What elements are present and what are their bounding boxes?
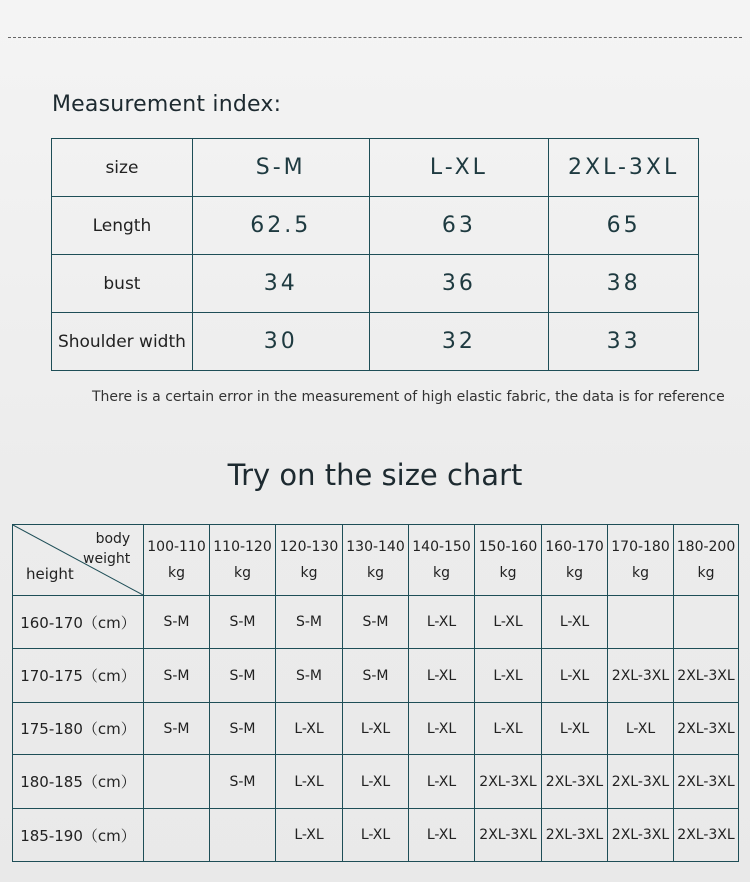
weight-range: 170-180	[611, 539, 670, 555]
weight-unit: kg	[234, 565, 251, 581]
weight-header	[674, 525, 739, 596]
size-cell: L-XL	[409, 755, 475, 809]
size-cell: 2XL-3XL	[608, 755, 674, 809]
size-cell: 2XL-3XL	[475, 809, 542, 862]
size-cell	[674, 596, 739, 649]
measurement-table	[51, 138, 699, 371]
size-cell: L-XL	[276, 809, 343, 862]
size-cell: L-XL	[276, 703, 343, 755]
weight-range: 160-170	[545, 539, 604, 555]
weight-header	[409, 525, 475, 596]
height-label: 185-190（cm）	[13, 809, 144, 862]
size-chart-header-row	[13, 525, 739, 596]
measurement-row-length	[52, 197, 699, 255]
size-cell: 2XL-3XL	[475, 755, 542, 809]
measurement-row-label: Shoulder width	[52, 313, 193, 371]
size-cell	[144, 755, 210, 809]
measurement-header-2xl-3xl: 2XL-3XL	[549, 139, 699, 197]
corner-cell	[13, 525, 144, 596]
size-cell: L-XL	[409, 809, 475, 862]
corner-body-text: body	[95, 531, 131, 547]
weight-unit: kg	[566, 565, 583, 581]
measurement-row-bust	[52, 255, 699, 313]
size-cell: S-M	[210, 703, 276, 755]
size-cell: 2XL-3XL	[608, 649, 674, 703]
measurement-value: 34	[192, 255, 369, 313]
size-cell: 2XL-3XL	[674, 809, 739, 862]
size-chart-title: Try on the size chart	[227, 458, 523, 492]
measurement-value: 36	[369, 255, 549, 313]
size-cell: L-XL	[409, 596, 475, 649]
height-label: 170-175（cm）	[13, 649, 144, 703]
measurement-header-row	[52, 139, 699, 197]
measurement-value: 62.5	[192, 197, 369, 255]
size-cell: S-M	[210, 596, 276, 649]
size-cell: L-XL	[608, 703, 674, 755]
size-chart-row	[13, 755, 739, 809]
height-label: 175-180（cm）	[13, 703, 144, 755]
size-cell: L-XL	[542, 703, 608, 755]
measurement-value: 30	[192, 313, 369, 371]
size-cell: S-M	[343, 649, 409, 703]
size-cell: 2XL-3XL	[608, 809, 674, 862]
size-cell: L-XL	[542, 596, 608, 649]
corner-height-label: height	[26, 565, 74, 583]
weight-unit: kg	[300, 565, 318, 581]
size-cell: S-M	[210, 755, 276, 809]
size-cell: L-XL	[475, 596, 542, 649]
size-cell: L-XL	[475, 649, 542, 703]
size-cell: L-XL	[343, 755, 409, 809]
measurement-value: 65	[549, 197, 699, 255]
weight-header	[276, 525, 343, 596]
size-cell: S-M	[343, 596, 409, 649]
size-chart-table	[12, 524, 739, 862]
size-cell: 2XL-3XL	[674, 703, 739, 755]
measurement-title: Measurement index:	[52, 92, 282, 117]
size-cell: 2XL-3XL	[542, 809, 608, 862]
size-cell: 2XL-3XL	[674, 755, 739, 809]
measurement-value: 33	[549, 313, 699, 371]
size-cell: L-XL	[409, 703, 475, 755]
size-cell	[144, 809, 210, 862]
weight-header	[475, 525, 542, 596]
measurement-row-shoulder-width	[52, 313, 699, 371]
size-cell: S-M	[144, 649, 210, 703]
size-cell: L-XL	[542, 649, 608, 703]
size-cell: L-XL	[276, 755, 343, 809]
measurement-header-s-m: S-M	[192, 139, 369, 197]
size-cell: S-M	[144, 703, 210, 755]
weight-unit: kg	[499, 565, 517, 581]
height-label: 180-185（cm）	[13, 755, 144, 809]
size-cell: 2XL-3XL	[674, 649, 739, 703]
size-cell	[210, 809, 276, 862]
weight-unit: kg	[433, 565, 450, 581]
weight-header	[144, 525, 210, 596]
size-cell: L-XL	[343, 809, 409, 862]
measurement-value: 63	[369, 197, 549, 255]
size-cell	[608, 596, 674, 649]
weight-unit: kg	[697, 565, 715, 581]
weight-range: 110-120	[213, 539, 272, 555]
weight-range: 140-150	[412, 539, 471, 555]
size-cell: S-M	[276, 596, 343, 649]
size-cell: L-XL	[475, 703, 542, 755]
dashed-divider	[8, 37, 742, 38]
measurement-row-label: Length	[52, 197, 193, 255]
weight-header	[542, 525, 608, 596]
size-chart-row	[13, 703, 739, 755]
weight-unit: kg	[367, 565, 384, 581]
weight-unit: kg	[632, 565, 649, 581]
weight-range: 180-200	[676, 539, 736, 555]
size-cell: L-XL	[343, 703, 409, 755]
weight-range: 150-160	[478, 539, 538, 555]
weight-unit: kg	[168, 565, 185, 581]
size-chart-row	[13, 809, 739, 862]
weight-header	[210, 525, 276, 596]
size-chart-row	[13, 649, 739, 703]
weight-range: 100-110	[147, 539, 206, 555]
size-cell: L-XL	[409, 649, 475, 703]
weight-header	[608, 525, 674, 596]
corner-weight-text: weight	[83, 551, 131, 567]
weight-range: 120-130	[279, 539, 339, 555]
weight-range: 130-140	[346, 539, 405, 555]
height-label: 160-170（cm）	[13, 596, 144, 649]
size-cell: S-M	[210, 649, 276, 703]
measurement-header-size: size	[52, 139, 193, 197]
corner-weight-label	[83, 529, 130, 569]
measurement-value: 38	[549, 255, 699, 313]
size-cell: 2XL-3XL	[542, 755, 608, 809]
size-cell: S-M	[144, 596, 210, 649]
weight-header	[343, 525, 409, 596]
size-cell: S-M	[276, 649, 343, 703]
measurement-value: 32	[369, 313, 549, 371]
size-chart-row	[13, 596, 739, 649]
measurement-row-label: bust	[52, 255, 193, 313]
measurement-note: There is a certain error in the measurement of high elastic fabric, the data is for reference	[92, 389, 725, 405]
measurement-header-l-xl: L-XL	[369, 139, 549, 197]
